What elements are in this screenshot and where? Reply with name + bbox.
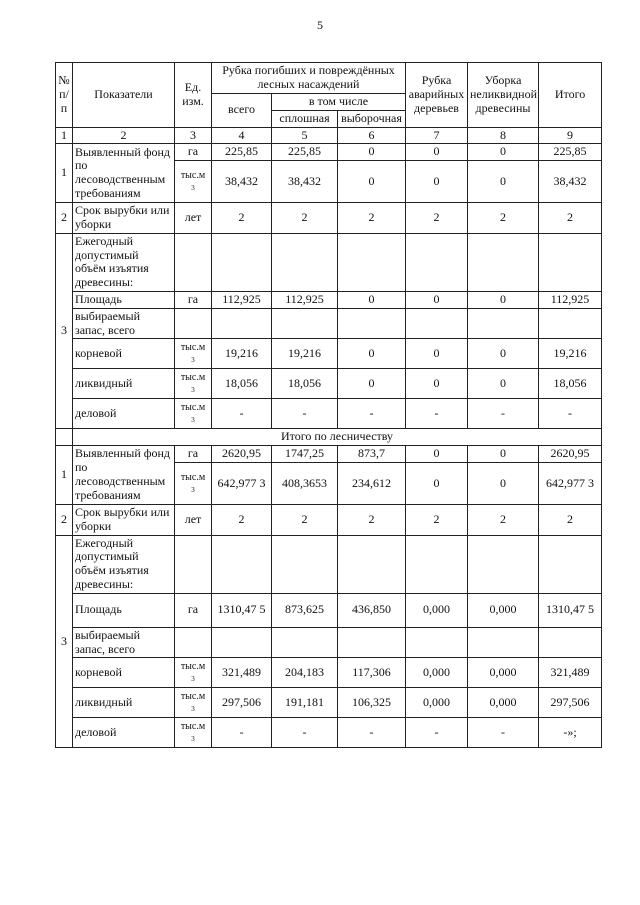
value-cell: - [338,718,406,748]
value-cell: 18,056 [272,369,338,399]
value-cell: 234,612 [338,462,406,504]
value-cell: 19,216 [539,339,602,369]
value-cell: 0 [468,369,539,399]
col-number: 9 [539,127,602,144]
value-cell: 2 [406,203,468,234]
unit-cell: тыс.м $_3$ [175,161,212,203]
table-row [56,688,602,718]
row-number: 3 [56,535,73,748]
value-cell: 19,216 [212,339,272,369]
row-label: деловой [73,399,175,429]
value-cell: - [338,399,406,429]
row-label: Срок вырубки или уборки [73,504,175,535]
value-cell: 873,625 [272,593,338,627]
value-cell: 0 [406,446,468,463]
value-cell: - [272,718,338,748]
value-cell: 0,000 [468,593,539,627]
col-number: 8 [468,127,539,144]
unit-cell: тыс.м $_3$ [175,462,212,504]
value-cell: 0 [468,161,539,203]
value-cell: 2 [338,203,406,234]
unit-cell: га [175,291,212,308]
value-cell: 1747,25 [272,446,338,463]
header-emergency: Рубка аварийных деревьев [406,63,468,128]
unit-cell: га [175,144,212,161]
value-cell: 2620,95 [539,446,602,463]
row-number: 3 [56,233,73,429]
table-row [56,369,602,399]
value-cell: 0 [338,369,406,399]
value-cell: 0 [468,291,539,308]
value-cell: 297,506 [212,688,272,718]
row-label: Выявленный фонд по лесоводственным требованиям [73,446,175,505]
row-label: выбираемый запас, всего [73,308,175,339]
value-cell: 0 [338,161,406,203]
value-cell: 2 [212,504,272,535]
unit-cell: тыс.м $_3$ [175,688,212,718]
table-row [56,291,602,308]
value-cell: 2 [468,504,539,535]
value-cell: 0 [406,291,468,308]
table-row [56,308,602,339]
header-selective: выборочная [338,110,406,127]
value-cell: 2 [338,504,406,535]
value-cell: 642,977 3 [212,462,272,504]
value-cell: 191,181 [272,688,338,718]
value-cell: 642,977 3 [539,462,602,504]
value-cell: 112,925 [272,291,338,308]
value-cell: - [212,718,272,748]
value-cell: - [212,399,272,429]
value-cell: 297,506 [539,688,602,718]
value-cell: 0 [406,161,468,203]
row-label: деловой [73,718,175,748]
unit-cell: лет [175,203,212,234]
header-clear: сплошная [272,110,338,127]
table-row [56,535,602,593]
table-row [56,233,602,291]
unit-cell: тыс.м $_3$ [175,658,212,688]
value-cell: - [539,399,602,429]
row-label: ликвидный [73,369,175,399]
col-number: 4 [212,127,272,144]
row-label: корневой [73,658,175,688]
value-cell: 0 [468,144,539,161]
value-cell: - [406,399,468,429]
page-number: 5 [317,18,323,32]
row-label: Срок вырубки или уборки [73,203,175,234]
row-number: 1 [56,144,73,203]
row-number: 2 [56,504,73,535]
value-cell: 112,925 [212,291,272,308]
header-logging-group: Рубка погибших и повреждённых лесных насаждений [212,63,406,94]
value-cell: -»; [539,718,602,748]
table-row [56,627,602,658]
value-cell: 0 [406,144,468,161]
row-label: Ежегодный допустимый объём изъятия древесины: [73,535,175,593]
value-cell: 0,000 [468,658,539,688]
value-cell: 2 [272,504,338,535]
value-cell: 38,432 [212,161,272,203]
value-cell: 0,000 [406,658,468,688]
table-row [56,144,602,161]
value-cell: 0,000 [468,688,539,718]
forest-table [55,62,602,748]
value-cell: 2 [468,203,539,234]
table-row [56,593,602,627]
header-including: в том числе [272,94,406,111]
table-row [56,504,602,535]
col-number: 5 [272,127,338,144]
value-cell: 0 [406,369,468,399]
header-indicators: Показатели [73,63,175,128]
value-cell: 117,306 [338,658,406,688]
value-cell: 38,432 [272,161,338,203]
row-label: Выявленный фонд по лесоводственным требованиям [73,144,175,203]
value-cell: 0 [406,462,468,504]
col-number: 7 [406,127,468,144]
header-unit: Ед. изм. [175,63,212,128]
value-cell: 1310,47 5 [212,593,272,627]
header-num: № п/п [56,63,73,128]
value-cell: 873,7 [338,446,406,463]
header-cleanup: Уборка неликвидной древесины [468,63,539,128]
table-row [56,658,602,688]
table-row [56,339,602,369]
unit-cell: лет [175,504,212,535]
header-itogo: Итого [539,63,602,128]
value-cell: - [468,718,539,748]
value-cell: 0 [338,144,406,161]
value-cell: 0,000 [406,593,468,627]
value-cell: 2 [406,504,468,535]
section-row [56,429,602,446]
value-cell: 19,216 [272,339,338,369]
value-cell: 0 [338,291,406,308]
value-cell: 18,056 [212,369,272,399]
value-cell: - [272,399,338,429]
value-cell: 38,432 [539,161,602,203]
value-cell: 204,183 [272,658,338,688]
row-label: Площадь [73,291,175,308]
table-row [56,718,602,748]
value-cell: 0,000 [406,688,468,718]
row-label: корневой [73,339,175,369]
section-title: Итого по лесничеству [73,429,602,446]
col-number: 3 [175,127,212,144]
value-cell: 0 [468,462,539,504]
value-cell: 0 [468,446,539,463]
column-number-row [56,127,602,144]
value-cell: - [406,718,468,748]
value-cell: 18,056 [539,369,602,399]
value-cell: 106,325 [338,688,406,718]
value-cell: 0 [338,339,406,369]
row-number: 2 [56,203,73,234]
value-cell: 321,489 [539,658,602,688]
row-number: 1 [56,446,73,505]
col-number: 2 [73,127,175,144]
value-cell: 225,85 [212,144,272,161]
value-cell: 408,3653 [272,462,338,504]
row-label: ликвидный [73,688,175,718]
table-row [56,399,602,429]
value-cell: 0 [406,339,468,369]
value-cell: 0 [468,339,539,369]
value-cell: - [468,399,539,429]
value-cell: 2 [212,203,272,234]
value-cell: 225,85 [272,144,338,161]
table-row [56,446,602,463]
col-number: 6 [338,127,406,144]
value-cell: 225,85 [539,144,602,161]
value-cell: 112,925 [539,291,602,308]
unit-cell: тыс.м $_3$ [175,339,212,369]
value-cell: 321,489 [212,658,272,688]
header-total: всего [212,94,272,128]
row-label: Площадь [73,593,175,627]
value-cell: 2 [539,203,602,234]
value-cell: 436,850 [338,593,406,627]
unit-cell: тыс.м $_3$ [175,369,212,399]
value-cell: 2620,95 [212,446,272,463]
col-number: 1 [56,127,73,144]
value-cell: 2 [539,504,602,535]
table-row [56,203,602,234]
value-cell: 2 [272,203,338,234]
unit-cell: га [175,446,212,463]
row-label: выбираемый запас, всего [73,627,175,658]
unit-cell: тыс.м $_3$ [175,399,212,429]
unit-cell: га [175,593,212,627]
value-cell: 1310,47 5 [539,593,602,627]
row-label: Ежегодный допустимый объём изъятия древесины: [73,233,175,291]
unit-cell: тыс.м $_3$ [175,718,212,748]
